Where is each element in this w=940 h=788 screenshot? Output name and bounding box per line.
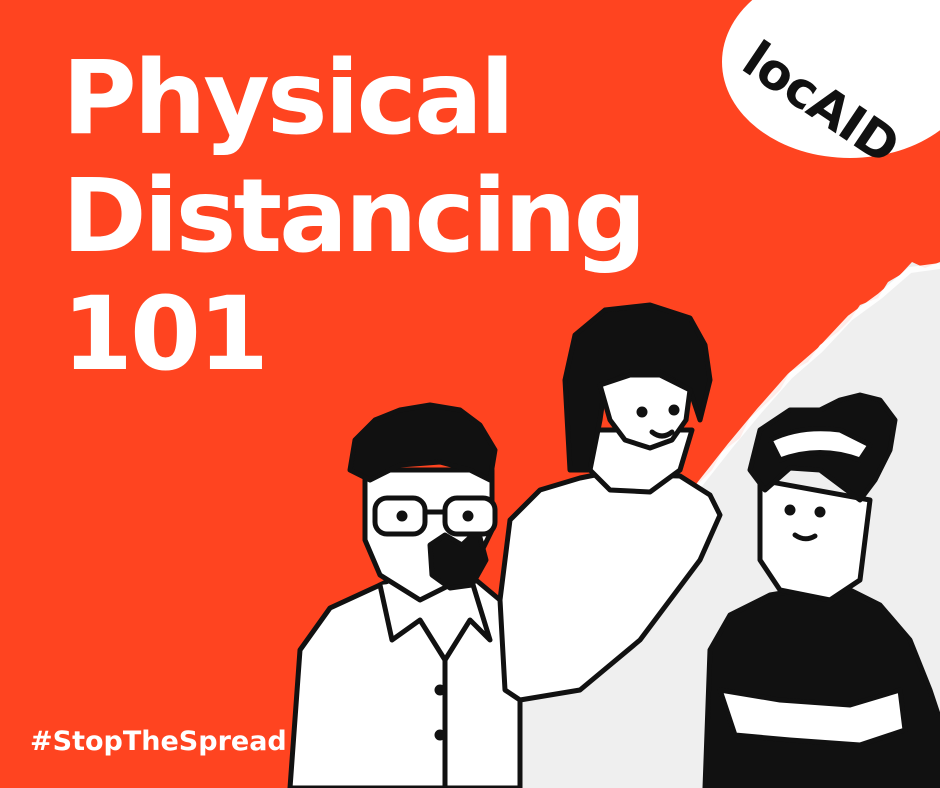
hashtag: #StopTheSpread: [30, 726, 287, 757]
logo-text: locAID: [732, 30, 910, 176]
headline: [62, 40, 644, 394]
headline-line-1: Physical: [62, 39, 512, 158]
headline-line-3: 101: [62, 275, 266, 394]
headline-line-2: Distancing: [62, 157, 644, 276]
